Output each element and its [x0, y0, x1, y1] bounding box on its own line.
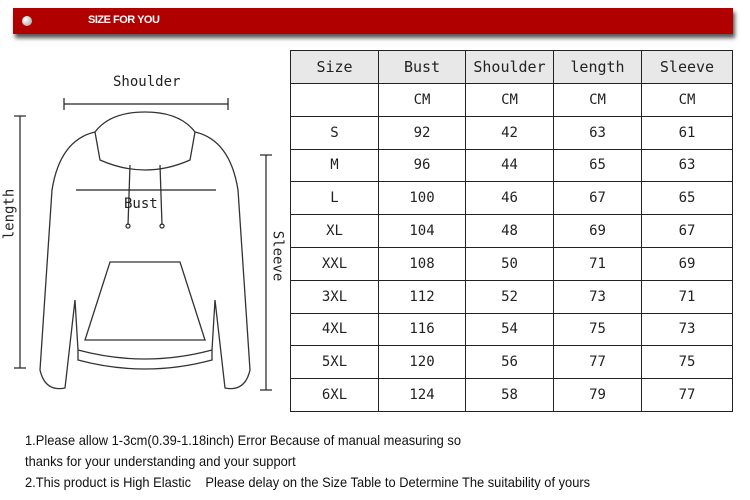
size-table	[290, 50, 733, 412]
table-cell: 124	[379, 379, 466, 412]
table-row	[291, 313, 733, 346]
table-cell: 63	[642, 149, 733, 182]
table-row	[291, 215, 733, 248]
table-cell: 75	[554, 313, 642, 346]
note-line: 1.Please allow 1-3cm(0.39-1.18inch) Error Because of manual measuring so	[25, 432, 461, 448]
table-cell: 69	[554, 215, 642, 248]
unit-cell: CM	[379, 84, 466, 117]
table-cell: 54	[466, 313, 554, 346]
header-cell: Bust	[379, 51, 466, 84]
table-cell: 120	[379, 346, 466, 379]
table-row	[291, 247, 733, 280]
table-cell: 96	[379, 149, 466, 182]
table-cell: 44	[466, 149, 554, 182]
table-cell: 73	[554, 280, 642, 313]
notes	[25, 430, 590, 493]
note-line: thanks for your understanding and your support	[25, 453, 296, 469]
table-row	[291, 182, 733, 215]
header-cell: Sleeve	[642, 51, 733, 84]
table-cell: M	[291, 149, 379, 182]
table-cell: 71	[554, 247, 642, 280]
sleeve-label: Sleeve	[269, 230, 286, 282]
table-cell: 77	[642, 379, 733, 412]
table-cell: 112	[379, 280, 466, 313]
table-cell: 46	[466, 182, 554, 215]
table-cell: 50	[466, 247, 554, 280]
table-cell: 61	[642, 116, 733, 149]
size-banner	[13, 8, 733, 34]
table-row	[291, 346, 733, 379]
table-cell: 69	[642, 247, 733, 280]
table-cell: 75	[642, 346, 733, 379]
bullet-icon	[22, 16, 32, 26]
table-row	[291, 116, 733, 149]
table-cell: 52	[466, 280, 554, 313]
units-row	[291, 84, 733, 117]
shoulder-label: Shoulder	[113, 74, 181, 90]
table-cell: 67	[554, 182, 642, 215]
table-cell: 65	[642, 182, 733, 215]
table-cell: 71	[642, 280, 733, 313]
table-row	[291, 149, 733, 182]
table-cell: S	[291, 116, 379, 149]
table-row	[291, 379, 733, 412]
table-cell: XXL	[291, 247, 379, 280]
banner-title: SIZE FOR YOU	[88, 14, 160, 26]
table-cell: 65	[554, 149, 642, 182]
unit-cell: CM	[554, 84, 642, 117]
table-cell: 58	[466, 379, 554, 412]
header-row	[291, 51, 733, 84]
table-cell: 100	[379, 182, 466, 215]
bust-label: Bust	[124, 196, 158, 212]
header-cell: Size	[291, 51, 379, 84]
unit-cell	[291, 84, 379, 117]
table-cell: 6XL	[291, 379, 379, 412]
table-cell: L	[291, 182, 379, 215]
note-line: 2.This product is High Elastic Please delay on the Size Table to Determine The suitability of yours	[25, 474, 591, 490]
table-row	[291, 280, 733, 313]
table-cell: 116	[379, 313, 466, 346]
table-cell: 73	[642, 313, 733, 346]
table-cell: 92	[379, 116, 466, 149]
table-cell: 42	[466, 116, 554, 149]
table-cell: 5XL	[291, 346, 379, 379]
table-cell: 3XL	[291, 280, 379, 313]
length-label: length	[1, 188, 18, 240]
table-cell: 48	[466, 215, 554, 248]
table-cell: 79	[554, 379, 642, 412]
header-cell: length	[554, 51, 642, 84]
table-cell: 63	[554, 116, 642, 149]
unit-cell: CM	[466, 84, 554, 117]
table-cell: XL	[291, 215, 379, 248]
table-cell: 4XL	[291, 313, 379, 346]
hoodie-diagram	[0, 60, 290, 400]
table-cell: 56	[466, 346, 554, 379]
table-cell: 77	[554, 346, 642, 379]
table-cell: 108	[379, 247, 466, 280]
table-cell: 104	[379, 215, 466, 248]
header-cell: Shoulder	[466, 51, 554, 84]
unit-cell: CM	[642, 84, 733, 117]
table-cell: 67	[642, 215, 733, 248]
